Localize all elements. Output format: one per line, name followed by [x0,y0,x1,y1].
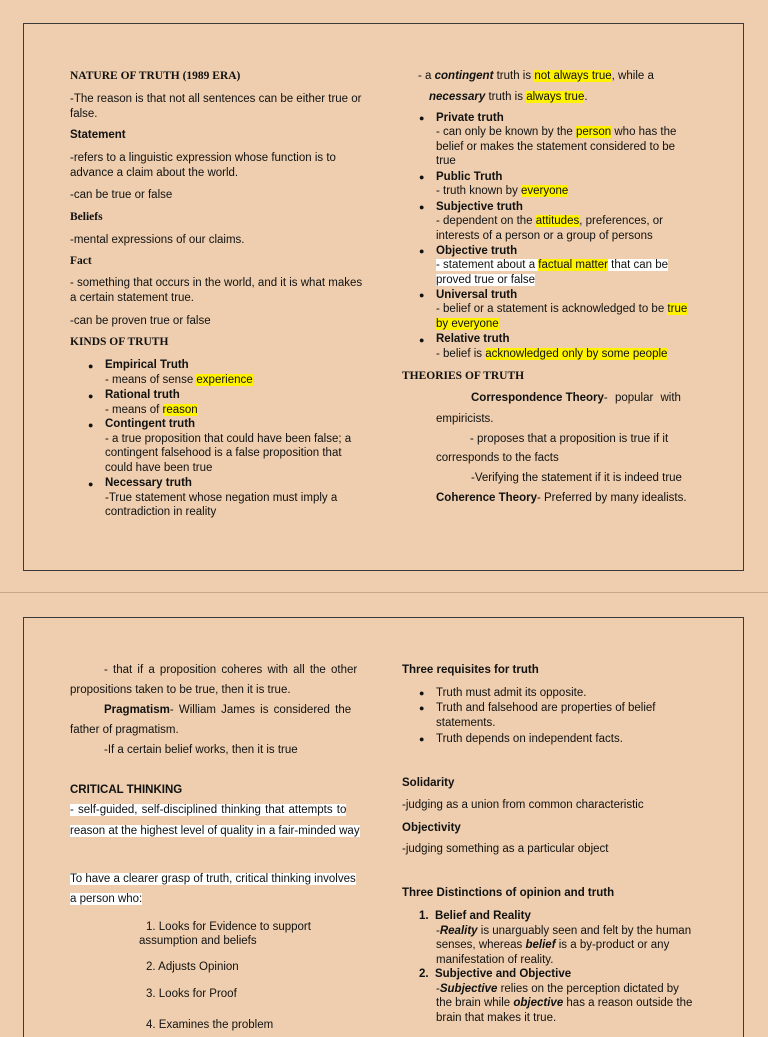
requisite-2-b: statements. [436,717,496,729]
subjective-truth-desc-2: interests of a person or a group of persons [436,230,653,242]
fact-def-2: a certain statement true. [70,292,195,304]
page-1 [23,23,744,571]
objective-truth-desc-1: - statement about a factual matter that can be [436,259,669,271]
theories-heading: THEORIES OF TRUTH [402,370,525,382]
ct-item-1-b: assumption and beliefs [139,935,257,947]
critical-thinking-heading: CRITICAL THINKING [70,784,183,796]
bullet-icon: ● [419,703,425,713]
coherence-cont-1: - that if a proposition coheres with all the other [104,664,358,676]
bullet-icon: ● [419,113,425,123]
bullet-icon: ● [419,688,425,698]
beliefs-def: -mental expressions of our claims. [70,234,245,246]
bullet-icon: ● [419,202,425,212]
kind-3-desc-1: - a true proposition that could have been false; a [105,433,352,445]
critical-thinking-def-2: reason at the highest level of quality in a fair-minded way [70,825,360,837]
statement-def-2: advance a claim about the world. [70,167,239,179]
public-truth-desc: - truth known by everyone [436,185,569,197]
kind-4-name: Necessary truth [105,477,192,489]
universal-truth-desc-2: by everyone [436,318,499,330]
statement-heading: Statement [70,129,126,141]
universal-truth-name: Universal truth [436,289,518,301]
pragmatism-line-2: father of pragmatism. [70,724,179,736]
requisites-heading: Three requisites for truth [402,664,539,676]
ct-item-2: 2. Adjusts Opinion [146,961,239,973]
kinds-heading: KINDS OF TRUTH [70,336,169,348]
bullet-icon: ● [419,335,425,345]
distinction-1-heading: 1. Belief and Reality [419,910,531,922]
requisite-3: Truth depends on independent facts. [436,733,623,745]
private-truth-name: Private truth [436,112,504,124]
ct-item-4: 4. Examines the problem [146,1019,274,1031]
distinction-2-heading: 2. Subjective and Objective [419,968,572,980]
statement-def-1: -refers to a linguistic expression whose function is to [70,152,336,164]
fact-heading: Fact [70,255,92,267]
bullet-icon: ● [88,361,94,371]
bullet-icon: ● [419,172,425,182]
ct-item-1-a: 1. Looks for Evidence to support [146,921,311,933]
intro-line-1: -The reason is that not all sentences can be either true or [70,93,362,105]
page-2 [23,617,744,1037]
distinctions-heading: Three Distinctions of opinion and truth [402,887,615,899]
correspondence-line-4: corresponds to the facts [436,452,559,464]
objectivity-heading: Objectivity [402,822,461,834]
kind-3-desc-2: contingent falsehood is a false proposition that [105,447,342,459]
private-truth-desc-3: true [436,155,456,167]
critical-thinking-def-1: - self-guided, self-disciplined thinking that attempts to [70,804,347,816]
bullet-icon: ● [419,246,425,256]
distinction-1-line-3: manifestation of reality. [436,954,554,966]
correspondence-line-1: Correspondence Theory- popular with [471,392,681,404]
distinction-2-line-3: brain that makes it true. [436,1012,557,1024]
distinction-2-line-2: the brain while objective has a reason outside the [436,997,693,1009]
bullet-icon: ● [88,391,94,401]
bullet-icon: ● [88,420,94,430]
objective-truth-desc-2: proved true or false [436,274,536,286]
solidarity-heading: Solidarity [402,777,455,789]
kind-2-name: Rational truth [105,389,180,401]
objective-truth-name: Objective truth [436,245,518,257]
pragmatism-line-1: Pragmatism- William James is considered the [104,704,352,716]
private-truth-desc-2: belief or makes the statement considered to be [436,141,676,153]
bullet-icon: ● [88,479,94,489]
grasp-line-1: To have a clearer grasp of truth, critical thinking involves [70,873,356,885]
coherence-cont-2: propositions taken to be true, then it is true. [70,684,291,696]
correspondence-line-5: -Verifying the statement if it is indeed true [471,472,682,484]
private-truth-desc-1: - can only be known by the person who has the [436,126,677,138]
bullet-icon: ● [419,734,425,744]
kind-4-desc-1: -True statement whose negation must imply a [105,492,338,504]
kind-1-name: Empirical Truth [105,359,189,371]
bullet-icon: ● [419,290,425,300]
page-title: NATURE OF TRUTH (1989 ERA) [70,70,241,82]
fact-note: -can be proven true or false [70,315,211,327]
contingent-necessary-line-2: necessary truth is always true. [429,91,588,103]
distinction-2-line-1: -Subjective relies on the perception dictated by [436,983,679,995]
statement-note: -can be true or false [70,189,173,201]
universal-truth-desc-1: - belief or a statement is acknowledged to be true [436,303,688,315]
beliefs-heading: Beliefs [70,211,103,223]
requisite-1: Truth must admit its opposite. [436,687,587,699]
subjective-truth-name: Subjective truth [436,201,523,213]
kind-1-desc: - means of sense experience [105,374,253,386]
distinction-1-line-2: senses, whereas belief is a by-product or any [436,939,670,951]
coherence-line-1: Coherence Theory- Preferred by many idealists. [436,492,687,504]
kind-3-desc-3: could have been true [105,462,213,474]
subjective-truth-desc-1: - dependent on the attitudes, preferences, or [436,215,663,227]
page-separator [0,592,768,593]
public-truth-name: Public Truth [436,171,503,183]
intro-line-2: false. [70,108,98,120]
kind-4-desc-2: contradiction in reality [105,506,217,518]
grasp-line-2: a person who: [70,893,143,905]
ct-item-3: 3. Looks for Proof [146,988,237,1000]
relative-truth-desc: - belief is acknowledged only by some people [436,348,668,360]
contingent-necessary-line-1: - a contingent truth is not always true, while a [418,70,654,82]
fact-def-1: - something that occurs in the world, and it is what makes [70,277,363,289]
correspondence-line-2: empiricists. [436,413,494,425]
correspondence-line-3: - proposes that a proposition is true if it [470,433,669,445]
pragmatism-line-3: -If a certain belief works, then it is true [104,744,298,756]
kind-2-desc: - means of reason [105,404,198,416]
objectivity-def: -judging something as a particular object [402,843,609,855]
distinction-1-line-1: -Reality is unarguably seen and felt by the human [436,925,692,937]
solidarity-def: -judging as a union from common characteristic [402,799,644,811]
requisite-2-a: Truth and falsehood are properties of belief [436,702,656,714]
kind-3-name: Contingent truth [105,418,196,430]
relative-truth-name: Relative truth [436,333,510,345]
